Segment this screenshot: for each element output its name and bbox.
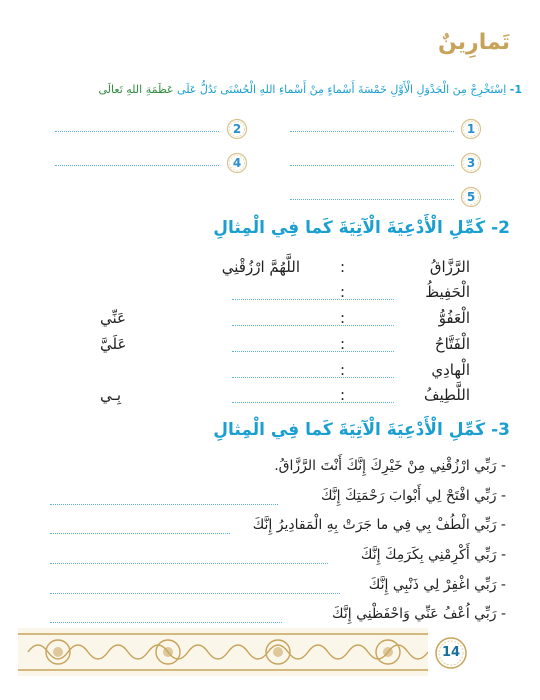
- divine-name: اللَّطِيفُ: [423, 386, 470, 404]
- answer-line[interactable]: [232, 324, 394, 326]
- example-text: اللَّهُمَّ ارْزُقْنِي: [221, 258, 300, 276]
- slot-badge-4: 4: [226, 152, 248, 174]
- question-1-highlight: عَظَمَةِ اللهِ تَعالَى: [98, 83, 174, 96]
- answer-line[interactable]: [232, 401, 394, 403]
- colon: :: [339, 258, 345, 276]
- answer-line[interactable]: [50, 621, 282, 623]
- answer-line-1[interactable]: [290, 130, 454, 132]
- divine-name: الرَّزَّاقُ: [429, 258, 470, 276]
- page-number: 14: [434, 636, 468, 670]
- divine-name: الْحَفِيظُ: [425, 283, 470, 301]
- answer-line[interactable]: [232, 350, 394, 352]
- colon: :: [339, 386, 345, 404]
- slot-badge-1: 1: [460, 118, 482, 140]
- question-1-text: اِسْتَخْرِجْ مِنَ الْجَدْوَلِ الْأَوَّلِ خَمْسَةَ أَسْماءٍ مِنْ أَسْماءِ اللهِ الْحُسْنَى تَدُلُّ عَلَى: [173, 83, 507, 96]
- answer-line[interactable]: [50, 532, 230, 534]
- colon: :: [339, 309, 345, 327]
- slot-badge-3: 3: [460, 152, 482, 174]
- divine-name: الْفَتَّاحُ: [434, 335, 470, 353]
- prayer-line: - رَبِّي افْتَحْ لِي أَبْوابَ رَحْمَتِكَ إِنَّكَ: [320, 488, 506, 504]
- slot-badge-5: 5: [460, 186, 482, 208]
- prayer-line-example: - رَبِّي ارْزُقْنِي مِنْ خَيْرِكَ إِنَّكَ أَنْتَ الرَّزَّاقُ.: [274, 458, 506, 474]
- answer-line[interactable]: [50, 592, 340, 594]
- divine-name: الْعَفُوُّ: [438, 309, 470, 327]
- prayer-line: - رَبِّي الْطُفْ بِي فِي ما جَرَتْ بِهِ الْمَقادِيرُ إِنَّكَ: [252, 517, 506, 533]
- colon: :: [339, 335, 345, 353]
- question-1-number: 1-: [509, 83, 522, 96]
- answer-line-4[interactable]: [55, 164, 219, 166]
- divine-name: الْهادِي: [431, 361, 470, 379]
- ornamental-border: [18, 628, 428, 676]
- colon: :: [339, 361, 345, 379]
- question-2-heading: 2- كَمِّلِ الْأَدْعِيَةَ الْآتِيَةَ كَما فِي الْمِثالِ: [213, 218, 510, 238]
- question-1: [22, 82, 522, 98]
- answer-line[interactable]: [50, 562, 328, 564]
- suffix-text: عَلَيَّ: [100, 335, 127, 353]
- prayer-line: - رَبِّي أَكْرِمْنِي بِكَرَمِكَ إِنَّكَ: [360, 547, 506, 563]
- answer-line-5[interactable]: [290, 198, 454, 200]
- question-3-heading: 3- كَمِّلِ الْأَدْعِيَةَ الْآتِيَةَ كَما فِي الْمِثالِ: [213, 420, 510, 440]
- answer-line[interactable]: [50, 503, 278, 505]
- slot-badge-2: 2: [226, 118, 248, 140]
- answer-line[interactable]: [232, 376, 394, 378]
- page-title: تَمارِينٌ: [438, 30, 510, 55]
- answer-line-3[interactable]: [290, 164, 454, 166]
- suffix-text: عَنِّي: [100, 309, 126, 327]
- colon: :: [339, 283, 345, 301]
- answer-line[interactable]: [232, 298, 394, 300]
- answer-line-2[interactable]: [55, 130, 219, 132]
- prayer-line: - رَبِّي اُعْفُ عَنِّي وَاحْفَظْنِي إِنَّكَ: [332, 606, 506, 622]
- prayer-line: - رَبِّي اغْفِرْ لِي ذَنْبِي إِنَّكَ: [368, 577, 506, 593]
- suffix-text: بِـي: [100, 386, 122, 404]
